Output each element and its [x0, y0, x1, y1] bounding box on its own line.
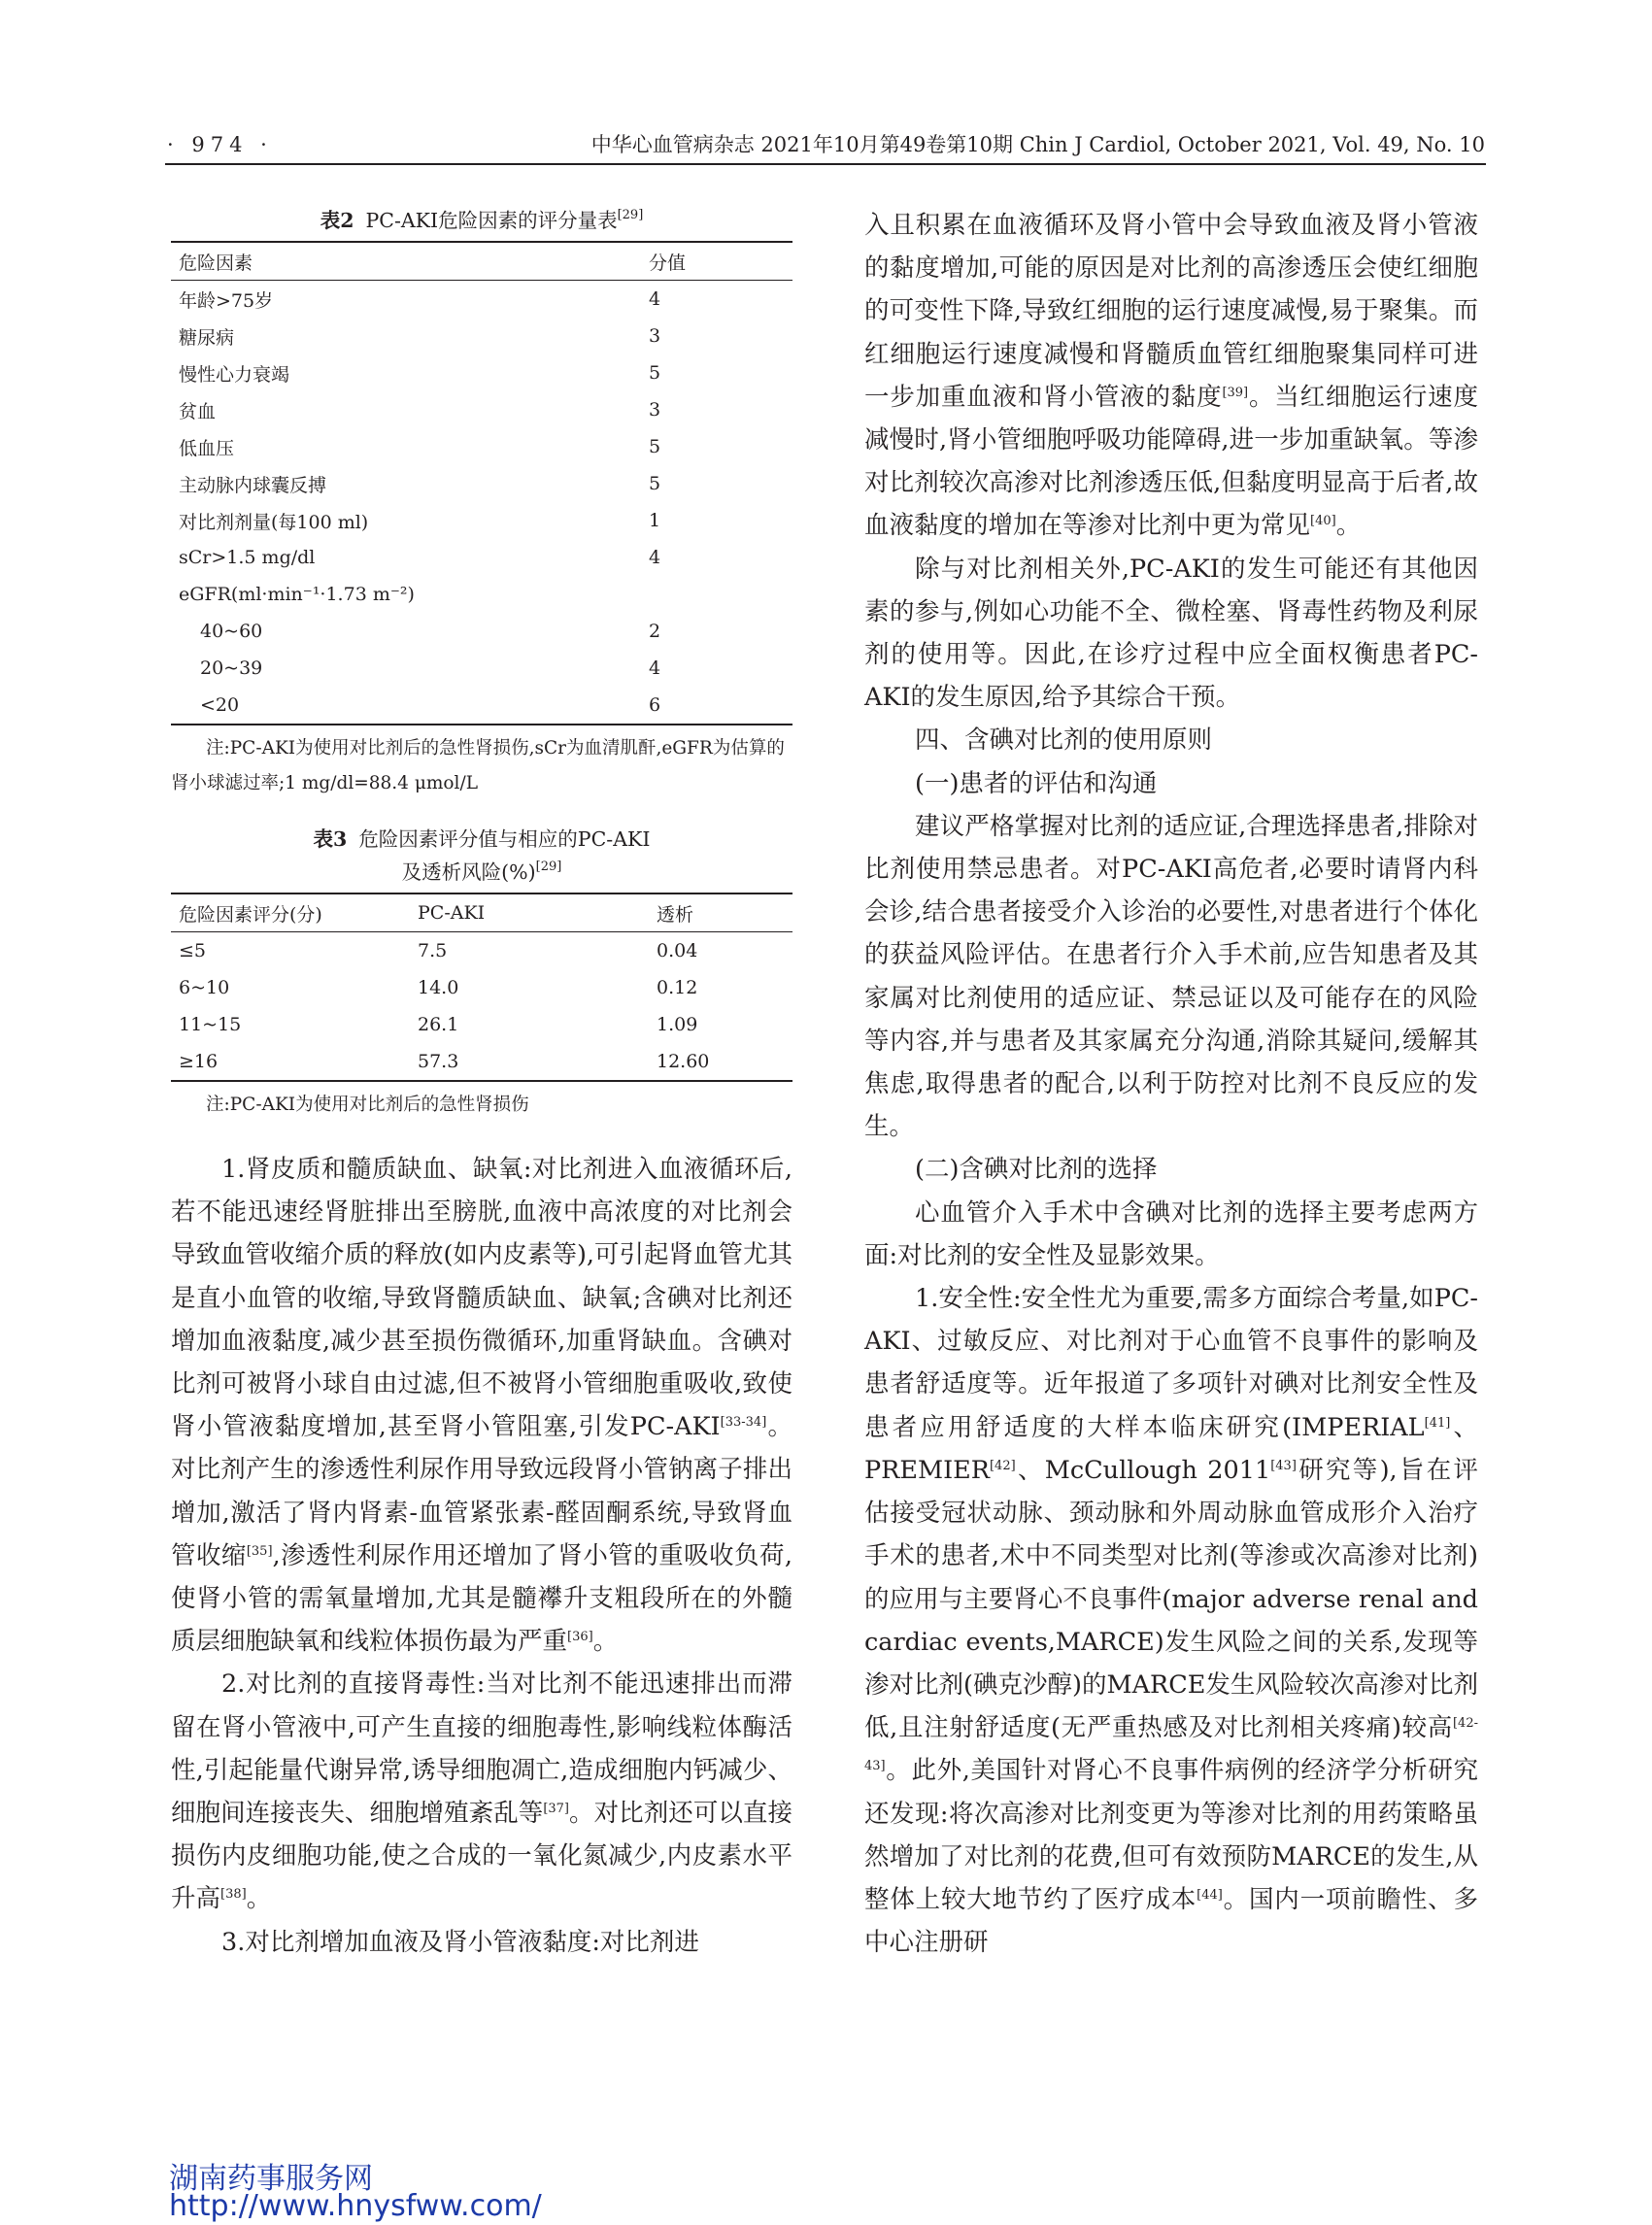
citation: [37]: [543, 1802, 569, 1817]
citation: [42-43]: [864, 1716, 1478, 1774]
table2-score: 5: [649, 436, 661, 457]
table2-note: 注:PC-AKI为使用对比剂后的急性肾损伤,sCr为血清肌酐,eGFR为估算的肾小球滤过率;1 mg/dl=88.4 μmol/L: [171, 738, 785, 793]
table3-col-dialysis: 透析: [649, 894, 792, 932]
watermark-url[interactable]: http://www.hnysfww.com/: [169, 2189, 542, 2223]
table3-title-line1: 危险因素评分值与相应的PC-AKI: [358, 827, 651, 851]
left-column: [171, 204, 792, 1964]
text-run: 入且积累在血液循环及肾小管中会导致血液及肾小管液的黏度增加,可能的原因是对比剂的高渗透压会使红细胞的可变性下降,导致红细胞的运行速度减慢,易于聚集。而红细胞运行速度减慢和肾髓质血管红细胞聚集同样可进一步加重血液和肾小管液的黏度: [864, 211, 1478, 412]
table3-score: 6~10: [179, 977, 230, 998]
table3-caption: [171, 823, 792, 889]
table3-pcaki: 26.1: [418, 1014, 459, 1035]
table2-factor: 对比剂剂量(每100 ml): [179, 511, 369, 533]
table3-dialysis: 0.12: [657, 977, 698, 998]
table2-ref: [29]: [617, 208, 644, 222]
table3-pcaki: 57.3: [410, 1043, 649, 1081]
table2-factor: 糖尿病: [179, 326, 235, 349]
text-run: 。: [246, 1884, 272, 1914]
table2-score: 4: [649, 288, 661, 310]
table-row: [171, 969, 792, 1006]
citation: [33-34]: [720, 1415, 767, 1431]
text-run: 2.对比剂的直接肾毒性:当对比剂不能迅速排出而滞留在肾小管液中,可产生直接的细胞毒性,影响线粒体酶活性,引起能量代谢异常,诱导细胞凋亡,造成细胞内钙减少、细胞间连接丧失、细胞增殖紊乱等: [171, 1669, 792, 1829]
table2-factor: sCr>1.5 mg/dl: [179, 547, 316, 568]
table3-pcaki: 14.0: [418, 977, 459, 998]
citation: [42]: [989, 1458, 1016, 1473]
table3-score: ≤5: [179, 940, 207, 961]
right-column: [864, 204, 1478, 1964]
table2-score: [641, 576, 792, 613]
citation: [43]: [1270, 1458, 1297, 1473]
text-run: 。: [592, 1627, 619, 1657]
table2-title: PC-AKI危险因素的评分量表: [365, 209, 618, 232]
table-row: [171, 318, 792, 354]
table2-factor: 慢性心力衰竭: [179, 363, 290, 386]
table-row: [171, 354, 792, 391]
text-run: 研究等),旨在评估接受冠状动脉、颈动脉和外周动脉血管成形介入治疗手术的患者,术中不同类型对比剂(等渗或次高渗对比剂)的应用与主要肾心不良事件(major adverse renal and cardiac events,MARCE)发生风险之间的关系,发现等渗对比剂(碘克沙醇)的MARCE发生风险较次高渗对比剂低,且注射舒适度(无严重热感及对比剂相关疼痛)较高: [864, 1455, 1478, 1743]
body-paragraph: [171, 1148, 792, 1663]
table3-pcaki: 7.5: [418, 940, 448, 961]
body-paragraph: 3.对比剂增加血液及肾小管液黏度:对比剂进: [221, 1927, 699, 1957]
citation: [35]: [246, 1543, 273, 1559]
table3-score: ≥16: [171, 1043, 410, 1081]
table2-caption: [171, 204, 792, 237]
table2-score: 5: [649, 362, 661, 384]
body-paragraph: [171, 1663, 792, 1920]
table-row: [171, 932, 792, 970]
citation: [40]: [1310, 514, 1336, 529]
table3-dialysis: 1.09: [657, 1014, 698, 1035]
text-run: 。对比剂产生的渗透性利尿作用导致远段肾小管钠离子排出增加,激活了肾内肾素-血管紧张素-醛固酮系统,导致肾血管收缩: [171, 1412, 792, 1570]
table-row: [171, 428, 792, 465]
table-row: [171, 650, 792, 687]
section-heading: 四、含碘对比剂的使用原则: [915, 725, 1213, 756]
body-paragraph: 除与对比剂相关外,PC-AKI的发生可能还有其他因素的参与,例如心功能不全、微栓塞、肾毒性药物及利尿剂的使用等。因此,在诊疗过程中应全面权衡患者PC-AKI的发生原因,给予其综合干预。: [864, 554, 1478, 713]
subsection-heading: (一)患者的评估和沟通: [915, 768, 1158, 798]
citation: [38]: [220, 1887, 247, 1903]
text-run: 。: [1335, 511, 1362, 541]
citation: [39]: [1222, 385, 1249, 400]
table2-score: 2: [649, 621, 661, 642]
table-row: [171, 281, 792, 319]
running-header: 中华心血管病杂志 2021年10月第49卷第10期 Chin J Cardiol, October 2021, Vol. 49, No. 10: [590, 133, 1485, 156]
text-run: 。国内一项前瞻性、多中心注册研: [864, 1884, 1478, 1958]
table-row: [171, 391, 792, 428]
body-paragraph: 建议严格掌握对比剂的适应证,合理选择患者,排除对比剂使用禁忌患者。对PC-AKI高危者,必要时请肾内科会诊,结合患者接受介入诊治的必要性,对患者进行个体化的获益风险评估。在患者行介入手术前,应告知患者及其家属对比剂使用的适应证、禁忌证以及可能存在的风险等内容,并与患者及其家属充分沟通,消除其疑问,缓解其焦虑,取得患者的配合,以利于防控对比剂不良反应的发生。: [864, 811, 1478, 1142]
table2-col-score: 分值: [641, 243, 792, 281]
table2-factor: 低血压: [179, 437, 235, 459]
table2-factor: 20~39: [200, 657, 263, 679]
text-run: 。对比剂还可以直接损伤内皮细胞功能,使之合成的一氧化氮减少,内皮素水平升高: [171, 1799, 792, 1914]
text-run: 、PREMIER: [864, 1412, 1478, 1485]
table3-ref: [29]: [535, 860, 562, 874]
text-run: ,渗透性利尿作用还增加了肾小管的重吸收负荷,使肾小管的需氧量增加,尤其是髓襻升支粗段所在的外髓质层细胞缺氧和线粒体损伤最为严重: [171, 1540, 792, 1657]
citation: [41]: [1424, 1415, 1451, 1431]
table2-header-row: [171, 243, 792, 281]
text-run: 1.安全性:安全性尤为重要,需多方面综合考量,如PC-AKI、过敏反应、对比剂对于心血管不良事件的影响及患者舒适度等。近年报道了多项针对碘对比剂安全性及患者应用舒适度的大样本临床研究(IMPERIAL: [864, 1284, 1478, 1442]
table2-score: 4: [649, 657, 661, 679]
table2-factor: 40~60: [200, 621, 263, 642]
table2-score: 3: [649, 399, 661, 421]
text-run: 、McCullough 2011: [1015, 1455, 1271, 1485]
table2-factor: 主动脉内球囊反搏: [179, 474, 327, 496]
table-row: [171, 1043, 792, 1081]
table-row: [171, 1006, 792, 1043]
table2-label: 表2: [320, 209, 354, 232]
text-run: 。此外,美国针对肾心不良事件病例的经济学分析研究还发现:将次高渗对比剂变更为等渗对比剂的用药策略虽然增加了对比剂的花费,但可有效预防MARCE的发生,从整体上较大地节约了医疗成本: [864, 1756, 1478, 1914]
text-run: 1.肾皮质和髓质缺血、缺氧:对比剂进入血液循环后,若不能迅速经肾脏排出至膀胱,血液中高浓度的对比剂会导致血管收缩介质的释放(如内皮素等),可引起肾血管尤其是直小血管的收缩,导致肾髓质缺血、缺氧;含碘对比剂还增加血液黏度,减少甚至损伤微循环,加重肾缺血。含碘对比剂可被肾小球自由过滤,但不被肾小管细胞重吸收,致使肾小管液黏度增加,甚至肾小管阻塞,引发PC-AKI: [171, 1155, 793, 1442]
table3-label: 表3: [313, 827, 348, 851]
table2-col-factor: 危险因素: [171, 243, 641, 281]
table2-factor: 年龄>75岁: [179, 289, 274, 312]
citation: [44]: [1197, 1887, 1223, 1903]
table-row: [171, 687, 792, 725]
table2-factor: eGFR(ml·min⁻¹·1.73 m⁻²): [179, 584, 415, 605]
table3-note: 注:PC-AKI为使用对比剂后的急性肾损伤: [206, 1095, 529, 1115]
table3-score: 11~15: [179, 1014, 242, 1035]
text-run: 。当红细胞运行速度减慢时,肾小管细胞呼吸功能障碍,进一步加重缺氧。等渗对比剂较次高渗对比剂渗透压低,但黏度明显高于后者,故血液黏度的增加在等渗对比剂中更为常见: [864, 382, 1478, 541]
body-paragraph: [864, 1277, 1478, 1964]
table2-score: 6: [641, 687, 792, 725]
table2-score: 5: [649, 473, 661, 494]
table-row: [171, 502, 792, 539]
table3: [171, 894, 792, 1082]
table2-score: 1: [649, 510, 661, 531]
table2-score: 3: [649, 325, 661, 347]
table3-dialysis: 0.04: [657, 940, 698, 961]
table2-factor: 贫血: [179, 400, 217, 422]
table2-factor: <20: [171, 687, 641, 725]
table3-title-line2: 及透析风险(%): [401, 860, 536, 884]
page-number: · 974 ·: [167, 133, 273, 156]
table-row: [171, 576, 792, 613]
table3-col-score: 危险因素评分(分): [171, 894, 410, 932]
table3-header-row: [171, 894, 792, 932]
watermark-site-name: 湖南药事服务网: [169, 2162, 373, 2196]
table2-score: 4: [649, 547, 661, 568]
table-row: [171, 613, 792, 650]
table-row: [171, 539, 792, 576]
table3-col-pcaki: PC-AKI: [410, 894, 649, 932]
body-paragraph: 心血管介入手术中含碘对比剂的选择主要考虑两方面:对比剂的安全性及显影效果。: [864, 1197, 1478, 1270]
table-row: [171, 465, 792, 502]
subsection-heading: (二)含碘对比剂的选择: [915, 1155, 1158, 1185]
citation: [36]: [567, 1630, 593, 1645]
header-rule: [165, 163, 1486, 165]
body-paragraph: [864, 204, 1478, 548]
table2: [171, 243, 792, 725]
table3-dialysis: 12.60: [649, 1043, 792, 1081]
